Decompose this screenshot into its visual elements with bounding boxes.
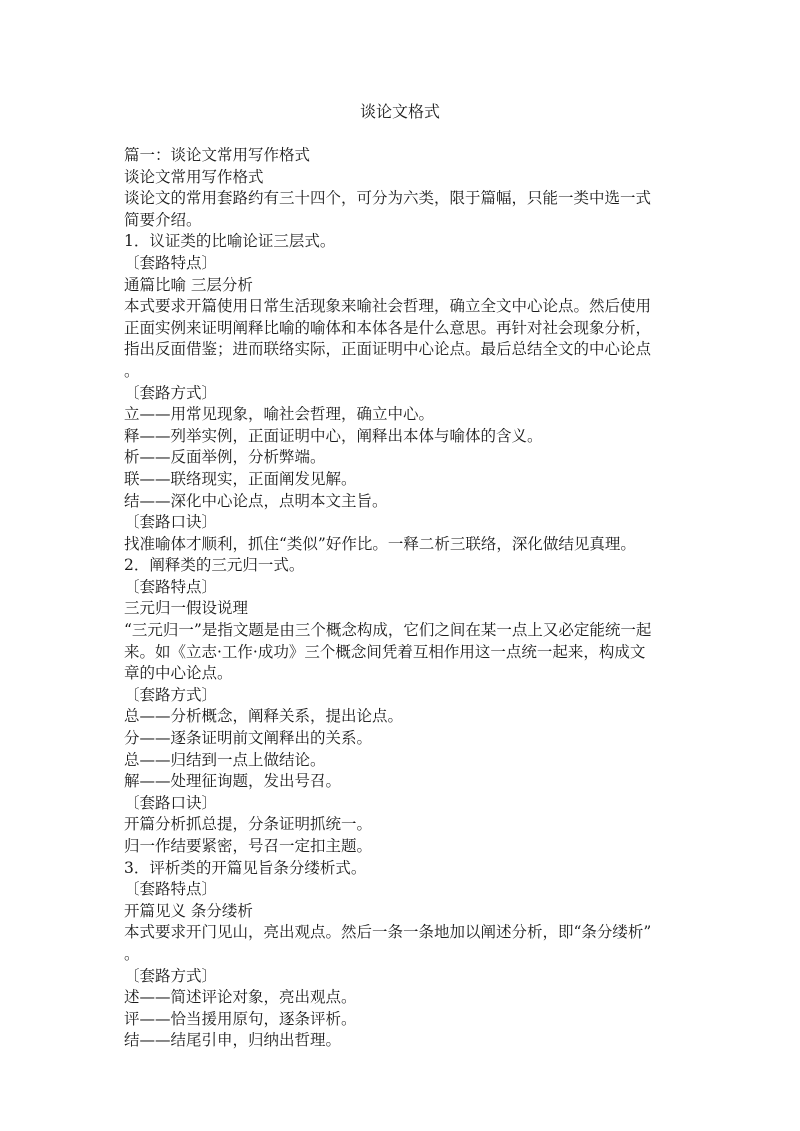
text-line: 章的中心论点。 [124,664,233,683]
text-line: 〔套路方式〕 [124,685,218,704]
text-line: 3．评析类的开篇见旨条分缕析式。 [124,858,367,877]
text-line: 总——归结到一点上做结论。 [124,750,326,769]
text-line: 结——深化中心论点，点明本文主旨。 [124,491,388,510]
text-line: 〔套路口诀〕 [124,793,218,812]
text-line: 篇一：谈论文常用写作格式 [124,146,311,164]
text-line: 评——恰当援用原句，逐条评析。 [124,1009,357,1028]
text-line: 三元归一假设说理 [124,599,249,618]
text-line: 简要介绍。 [124,210,202,229]
text-line: 述——简述评论对象，亮出观点。 [124,988,357,1007]
text-line: 解——处理征询题，发出号召。 [124,772,342,791]
text-line: 总——分析概念，阐释关系，提出论点。 [124,707,404,726]
text-line: 正面实例来证明阐释比喻的喻体和本体各是什么意思。再针对社会现象分析， [124,318,652,337]
text-line: 开篇分析抓总提，分条证明抓统一。 [124,815,373,834]
text-line: 谈论文的常用套路约有三十四个，可分为六类，限于篇幅，只能一类中选一式 [124,189,652,208]
text-line: 来。如《立志·工作·成功》三个概念间凭着互相作用这一点统一起来，构成文 [124,642,646,661]
text-line: 〔套路方式〕 [124,383,218,402]
text-line: 。 [124,944,140,963]
text-line: “三元归一”是指文题是由三个概念构成，它们之间在某一点上又必定能统一起 [124,621,652,640]
text-line: 指出反面借鉴；进而联络实际，正面证明中心论点。最后总结全文的中心论点 [124,340,652,359]
text-line: 〔套路口诀〕 [124,513,218,532]
text-line: 立——用常见现象，喻社会哲理，确立中心。 [124,405,435,424]
text-line: 归一作结要紧密，号召一定扣主题。 [124,837,373,855]
text-line: 。 [124,361,140,380]
text-line: 释——列举实例，正面证明中心，阐释出本体与喻体的含义。 [124,426,543,445]
text-line: 本式要求开篇使用日常生活现象来喻社会哲理，确立全文中心论点。然后使用 [124,297,652,316]
text-line: 结——结尾引申，归纳出哲理。 [124,1031,342,1050]
document-title: 谈论文格式 [359,102,440,121]
text-line: 分——逐条证明前文阐释出的关系。 [124,729,373,748]
text-line: 1．议证类的比喻论证三层式。 [124,232,336,251]
text-line: 谈论文常用写作格式 [124,167,264,186]
text-line: 开篇见义 条分缕析 [124,901,253,920]
document-body [124,145,684,1052]
text-line: 通篇比喻 三层分析 [124,275,253,294]
text-line: 〔套路特点〕 [124,880,218,899]
text-line: 联——联络现实，正面阐发见解。 [124,469,357,488]
text-line: 析——反面举例，分析弊端。 [124,448,326,467]
text-line: 找准喻体才顺利，抓住“类似”好作比。一释二析三联络，深化做结见真理。 [124,534,636,553]
text-line: 〔套路特点〕 [124,577,218,596]
text-line: 〔套路特点〕 [124,253,218,272]
text-line: 〔套路方式〕 [124,966,218,985]
text-line: 2．阐释类的三元归一式。 [124,556,305,575]
text-line: 本式要求开门见山，亮出观点。然后一条一条地加以阐述分析，即“条分缕析” [124,923,652,942]
